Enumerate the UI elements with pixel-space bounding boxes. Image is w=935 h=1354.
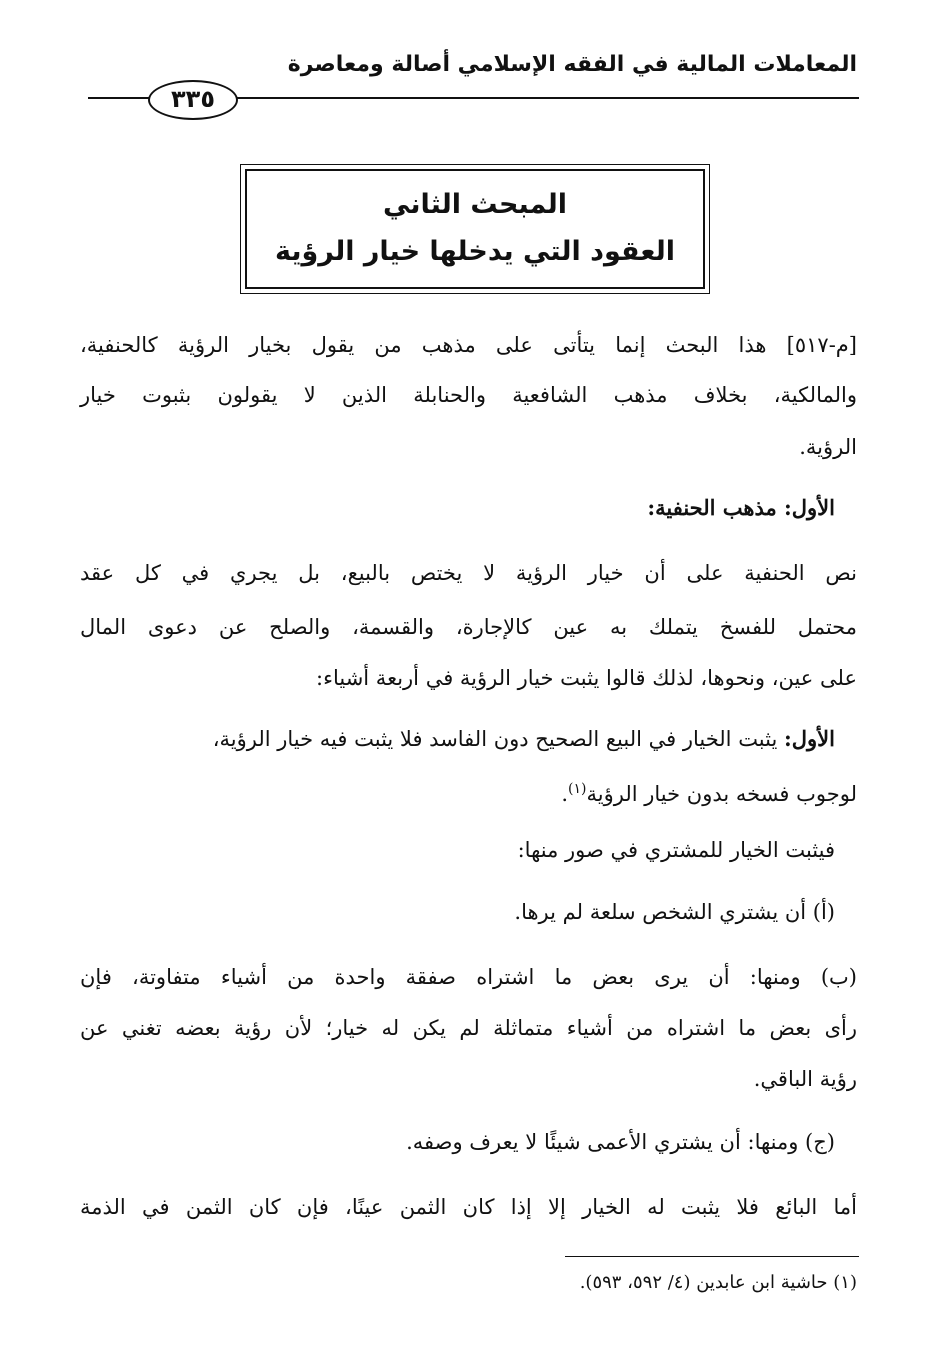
paragraph-1-line-3: الرؤية. bbox=[799, 435, 857, 459]
running-header: المعاملات المالية في الفقه الإسلامي أصالة ومعاصرة bbox=[287, 52, 857, 77]
paragraph-2-line-1: نص الحنفية على أن خيار الرؤية لا يختص بالبيع، بل يجري في كل عقد bbox=[80, 561, 857, 585]
list-item-a: (أ) أن يشتري الشخص سلعة لم يرها. bbox=[514, 900, 835, 924]
list-item-b-line-3: رؤية الباقي. bbox=[753, 1067, 857, 1091]
footnote-reference: (١) bbox=[568, 781, 587, 797]
list-item-b-line-2: رأى بعض ما اشتراه من أشياء متماثلة لم يكن له خيار؛ لأن رؤية بعضه تغني عن bbox=[80, 1016, 857, 1040]
section-subtitle: العقود التي يدخلها خيار الرؤية bbox=[274, 236, 675, 267]
paragraph-3-line-1 bbox=[213, 724, 835, 754]
paragraph-1-line-1: [م-٥١٧] هذا البحث إنما يتأتى على مذهب من يقول بخيار الرؤية كالحنفية، bbox=[80, 333, 857, 357]
paragraph-2-line-3: على عين، ونحوها، لذلك قالوا يثبت خيار الرؤية في أربعة أشياء: bbox=[316, 666, 857, 690]
section-title-frame bbox=[240, 164, 710, 294]
page-number: ٣٣٥ bbox=[148, 80, 238, 120]
sentence-end: . bbox=[561, 782, 569, 806]
paragraph-3-line-2 bbox=[561, 774, 857, 809]
list-item-b-line-1: (ب) ومنها: أن يرى بعض ما اشتراه صفقة واحدة من أشياء متفاوتة، فإن bbox=[80, 965, 857, 989]
paragraph-5-line-1: أما البائع فلا يثبت له الخيار إلا إذا كان الثمن عينًا، فإن كان الثمن في الذمة bbox=[80, 1195, 857, 1219]
footnote-rule bbox=[565, 1256, 859, 1257]
first-point-continuation: لوجوب فسخه بدون خيار الرؤية bbox=[586, 782, 857, 806]
section-title: المبحث الثاني bbox=[383, 189, 567, 220]
subheading-hanafi: الأول: مذهب الحنفية: bbox=[647, 495, 835, 520]
paragraph-1-line-2: والمالكية، بخلاف مذهب الشافعية والحنابلة الذين لا يقولون بثبوت خيار bbox=[80, 383, 857, 407]
list-item-c: (ج) ومنها: أن يشتري الأعمى شيئًا لا يعرف وصفه. bbox=[406, 1130, 835, 1154]
first-point-text: يثبت الخيار في البيع الصحيح دون الفاسد فلا يثبت فيه خيار الرؤية، bbox=[212, 727, 778, 751]
section-title-inner-frame bbox=[245, 169, 705, 289]
paragraph-4: فيثبت الخيار للمشتري في صور منها: bbox=[517, 838, 835, 862]
footnote: (١) حاشية ابن عابدين (٤/ ٥٩٢، ٥٩٣). bbox=[579, 1272, 857, 1293]
first-label: الأول: bbox=[784, 726, 835, 751]
paragraph-2-line-2: محتمل للفسخ يتملك به عين كالإجارة، والقسمة، والصلح عن دعوى المال bbox=[80, 615, 857, 639]
